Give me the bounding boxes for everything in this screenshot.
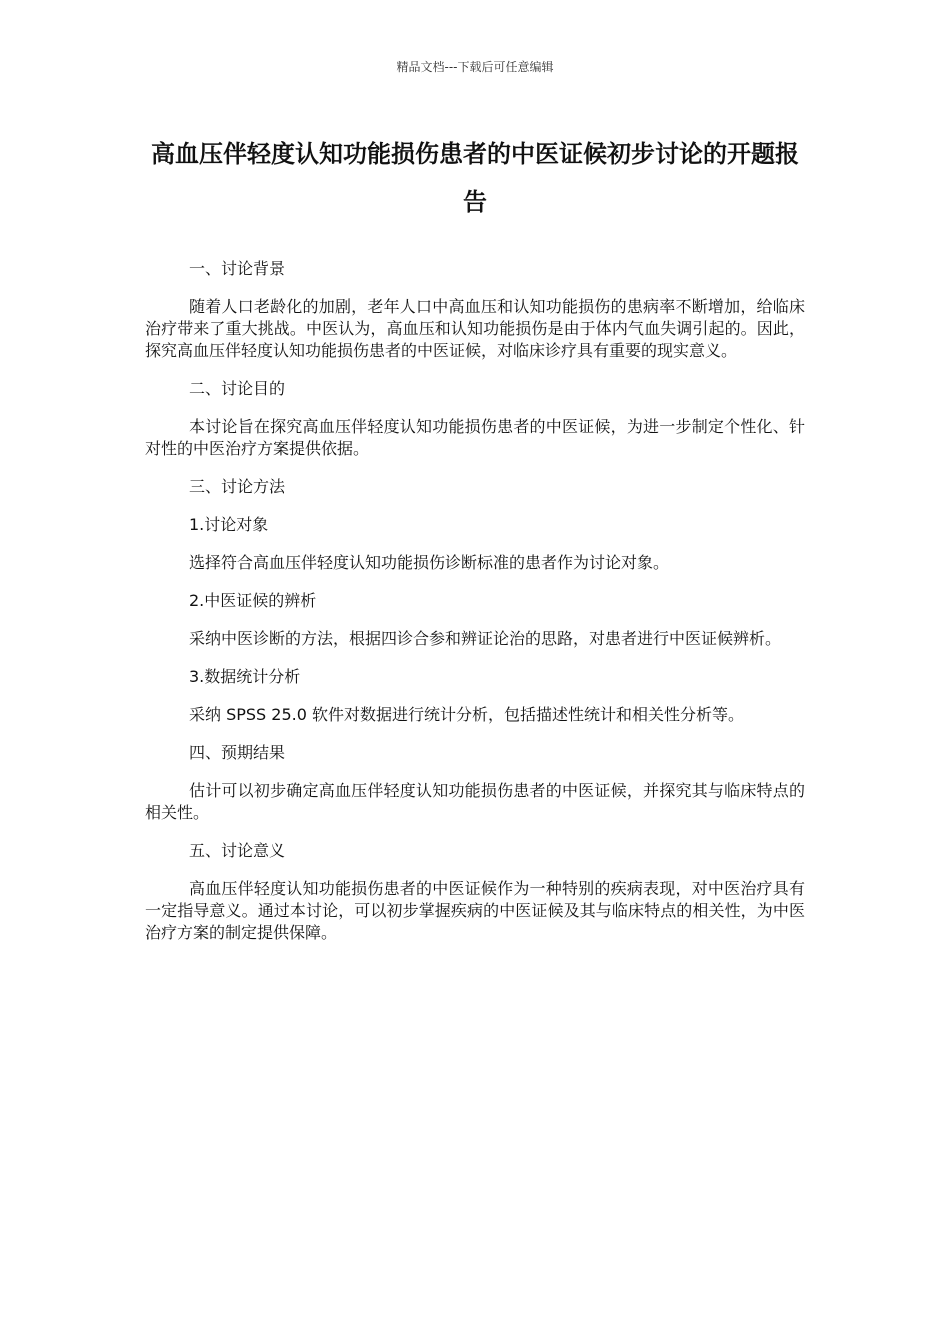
section-heading-purpose: 二、讨论目的 — [189, 379, 286, 398]
section-heading-background: 一、讨论背景 — [189, 259, 286, 278]
subheading-statistics: 3.数据统计分析 — [189, 667, 301, 686]
header-note: 精品文档---下载后可任意编辑 — [396, 60, 554, 74]
paragraph-purpose: 本讨论旨在探究高血压伴轻度认知功能损伤患者的中医证候，为进一步制定个性化、针对性的中医治疗方案提供依据。 — [145, 417, 805, 458]
subheading-syndrome-analysis: 2.中医证候的辨析 — [189, 591, 317, 610]
paragraph-syndrome-analysis: 采纳中医诊断的方法，根据四诊合参和辨证论治的思路，对患者进行中医证候辨析。 — [189, 629, 782, 648]
section-heading-methods: 三、讨论方法 — [189, 477, 286, 496]
section-heading-expected-results: 四、预期结果 — [189, 743, 286, 762]
paragraph-significance: 高血压伴轻度认知功能损伤患者的中医证候作为一种特别的疾病表现，对中医治疗具有一定指导意义。通过本讨论，可以初步掌握疾病的中医证候及其与临床特点的相关性，为中医治疗方案的制定提供保障。 — [145, 879, 805, 942]
document-title: 高血压伴轻度认知功能损伤患者的中医证候初步讨论的开题报告 — [151, 140, 799, 216]
document-body — [145, 258, 805, 960]
subheading-subjects: 1.讨论对象 — [189, 515, 269, 534]
paragraph-expected-results: 估计可以初步确定高血压伴轻度认知功能损伤患者的中医证候，并探究其与临床特点的相关性。 — [145, 781, 805, 822]
paragraph-subjects: 选择符合高血压伴轻度认知功能损伤诊断标准的患者作为讨论对象。 — [189, 553, 670, 572]
paragraph-background: 随着人口老龄化的加剧，老年人口中高血压和认知功能损伤的患病率不断增加，给临床治疗带来了重大挑战。中医认为，高血压和认知功能损伤是由于体内气血失调引起的。因此，探究高血压伴轻度认知功能损伤患者的中医证候，对临床诊疗具有重要的现实意义。 — [145, 297, 805, 360]
section-heading-significance: 五、讨论意义 — [189, 841, 286, 860]
paragraph-statistics: 采纳 SPSS 25.0 软件对数据进行统计分析，包括描述性统计和相关性分析等。 — [189, 705, 745, 724]
